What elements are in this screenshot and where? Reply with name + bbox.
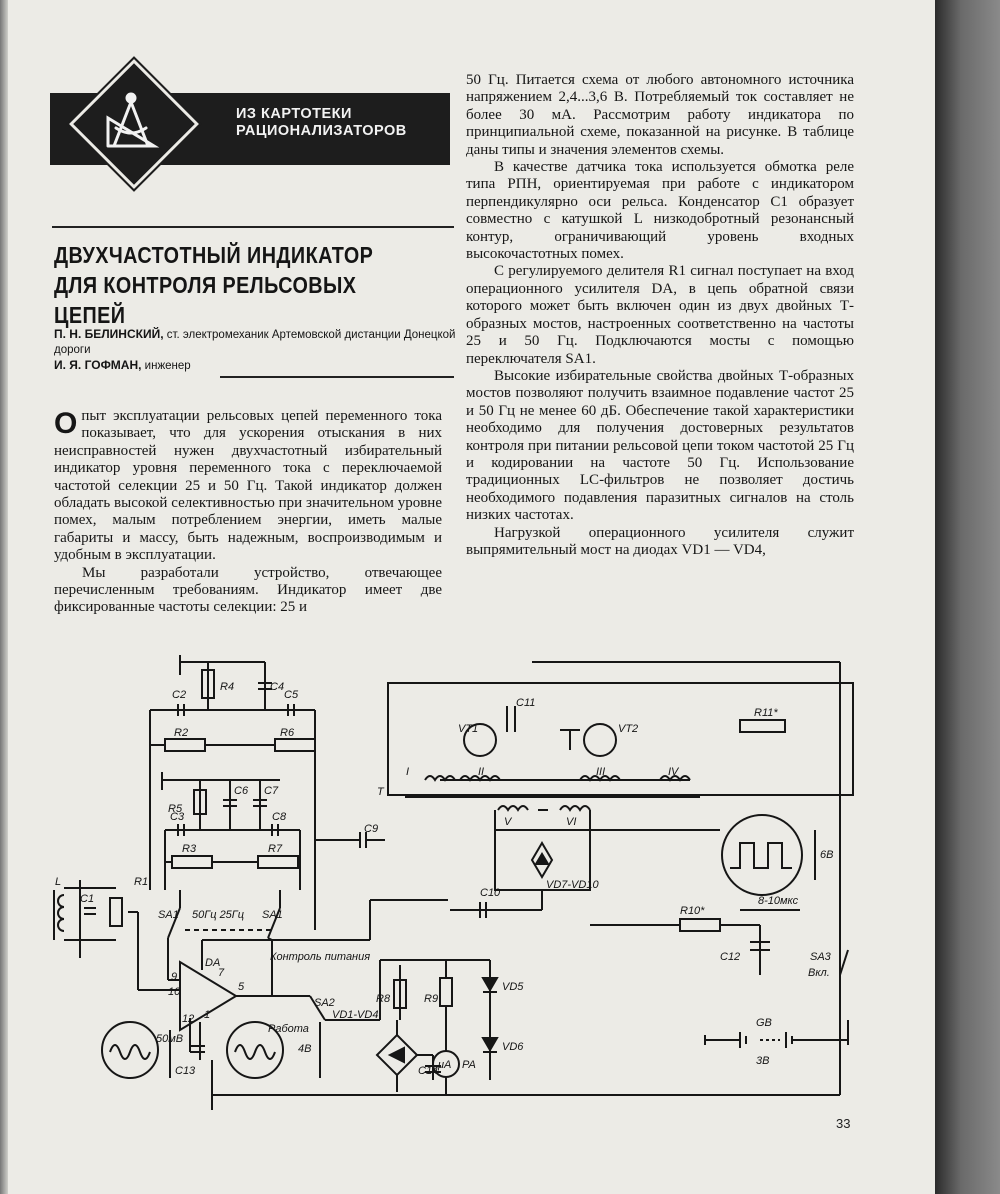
right-paragraph-4: Нагрузкой операционного усилителя служит выпрямительный мост на диодах VD1 — VD4, [466,524,854,558]
label-SA2: SA2 [314,997,335,1009]
label-GB-voltage: 3В [756,1055,770,1067]
label-pin1: 1 [204,1009,211,1021]
left-paragraph-1-text: пыт эксплуатации рельсовых цепей переменного тока показывает, что для ускорения отыскания в них неисправностей нужен двухчастотный избирательный индикатор уровня переменного тока с переключаемой частотой селекции 25 и 50 Гц. Такой индикатор должен обладать высокой селективностью при значительном уровне помех, малым потреблением энергии, иметь малые габариты и массу, быть надежным, воспроизводимым и удобным в эксплуатации. [54,408,442,564]
label-pin12: 12 [182,1013,195,1025]
label-C1: C1 [80,893,95,905]
authors-rule [220,376,454,378]
label-osc1-amplitude: 50мВ [156,1033,184,1045]
label-winding-V: V [504,816,512,828]
label-R5: R5 [168,803,183,815]
label-C6: C6 [234,785,249,797]
author-1-role: ст. электромеханик Артемовской дистанции Донецкой дороги [54,329,456,356]
label-VD5: VD5 [502,981,524,993]
label-C7: C7 [264,785,279,797]
right-column [466,72,854,559]
label-R9: R9 [424,993,439,1005]
label-R6: R6 [280,727,295,739]
page-spine-shadow [0,0,8,1194]
label-T: T [377,786,384,798]
label-C10: C10 [480,887,501,899]
label-C9: C9 [364,823,379,835]
label-winding-VI: VI [566,816,577,828]
label-pin9: 9 [171,971,178,983]
title-line2: ДЛЯ КОНТРОЛЯ РЕЛЬСОВЫХ ЦЕПЕЙ [54,272,357,328]
label-C4: C4 [270,681,285,693]
right-paragraph-3: Высокие избирательные свойства двойных Т-образных мостов позволяют получить взаимное подавление частот 25 и 50 Гц не менее 60 дБ. Обеспечение такой характеристики необходимо для получения достоверных результатов контроля при питании рельсовой цепи током частотой 25 Гц и кодировании на частоте 50 Гц. Использование традиционных LC-фильтров не позволяет достичь необходимого подавления паразитных сигналов на столь низких частотах. [466,367,854,524]
left-paragraph-2: Мы разработали устройство, отвечающее перечисленным требованиям. Индикатор имеет две фиксированные частоты селекции: 25 и [54,564,442,616]
article-title [54,240,398,330]
label-PA: PA [462,1059,476,1071]
label-R3: R3 [182,843,197,855]
label-C13: C13 [175,1065,196,1077]
label-C2: C2 [172,689,187,701]
section-label-line2: РАЦИОНАЛИЗАТОРОВ [236,123,407,139]
dropcap: О [54,407,78,440]
author-2-role: инженер [144,360,191,372]
label-DA: DA [205,957,221,969]
circuit-schematic [40,640,920,1110]
label-winding-II: II [478,766,485,778]
label-R1: R1 [134,876,149,888]
label-pin5: 5 [238,981,245,993]
label-SA3-on: Вкл. [808,967,830,979]
label-winding-IV: IV [668,766,679,778]
title-line1: ДВУХЧАСТОТНЫЙ ИНДИКАТОР [54,242,374,268]
compass-and-square-icon [100,88,162,154]
label-C11: C11 [516,697,536,709]
label-VT2: VT2 [618,723,639,735]
label-R2: R2 [174,727,189,739]
label-R10: R10* [680,905,705,917]
book-gutter [935,0,1000,1194]
label-C12: C12 [720,951,741,963]
label-osc3-time: 8-10мкс [758,895,799,907]
label-C3: C3 [170,811,185,823]
label-microamp: μA [438,1059,452,1071]
label-R7: R7 [268,843,283,855]
label-L: L [55,876,62,888]
right-paragraph-0: 50 Гц. Питается схема от любого автономного источника напряжением 2,4...3,6 В. Потребляемый ток составляет не более 30 мА. Рассмотрим работу индикатора по принципиальной схеме, показанной на рисунке. В таблице даны типы и значения элементов схемы. [466,72,854,158]
right-paragraph-1: В качестве датчика тока используется обмотка реле типа РПН, ориентируемая при работе с индикатором перпендикулярно оси рельса. Конденсатор С1 образует совместно с катушкой L низкодобротный резонансный контур, ограничивающий уровень входных высокочастотных помех. [466,159,854,263]
page-number: 33 [836,1116,851,1131]
label-C8: C8 [272,811,287,823]
label-SA1-right: SA1 [262,909,283,921]
label-R8: R8 [376,993,391,1005]
label-C5: C5 [284,689,299,701]
right-paragraph-2: С регулируемого делителя R1 сигнал поступает на вход операционного усилителя DA, в цепь обратной связи которого может быть включен один из двух двойных Т-образных мостов, настроенных соответственно на частоты 25 и 50 Гц. Подключаются мосты с помощью переключателя SA1. [466,263,854,367]
label-VD6: VD6 [502,1041,524,1053]
label-C14: C14 [418,1065,439,1077]
label-SA1-left: SA1 [158,909,179,921]
label-VD7-VD10: VD7-VD10 [546,879,599,891]
label-VD1-VD4: VD1-VD4 [332,1009,379,1021]
left-column [54,408,442,617]
label-winding-III: III [596,766,606,778]
label-osc2-amplitude: 4В [298,1043,312,1055]
label-R11: R11* [754,707,778,719]
author-1 [54,327,474,358]
label-GB: GB [756,1017,772,1029]
author-1-name: П. Н. БЕЛИНСКИЙ, [54,327,164,341]
label-VT1: VT1 [458,723,479,735]
label-SA3: SA3 [810,951,831,963]
author-2 [54,358,474,374]
left-paragraph-1 [54,408,442,565]
label-winding-I: I [406,766,410,778]
title-top-rule [52,226,454,228]
label-pin7: 7 [218,967,225,979]
section-label-line1: ИЗ КАРТОТЕКИ [236,106,352,122]
label-frequencies: 50Гц 25Гц [192,909,245,921]
label-R4: R4 [220,681,235,693]
section-label [236,106,446,140]
label-work: Работа [268,1023,309,1035]
authors-block [54,327,474,374]
author-2-name: И. Я. ГОФМАН, [54,358,142,372]
label-pin10: 10 [168,986,181,998]
label-osc3-amplitude: 6В [820,849,834,861]
label-control-power: Контроль питания [270,951,371,963]
